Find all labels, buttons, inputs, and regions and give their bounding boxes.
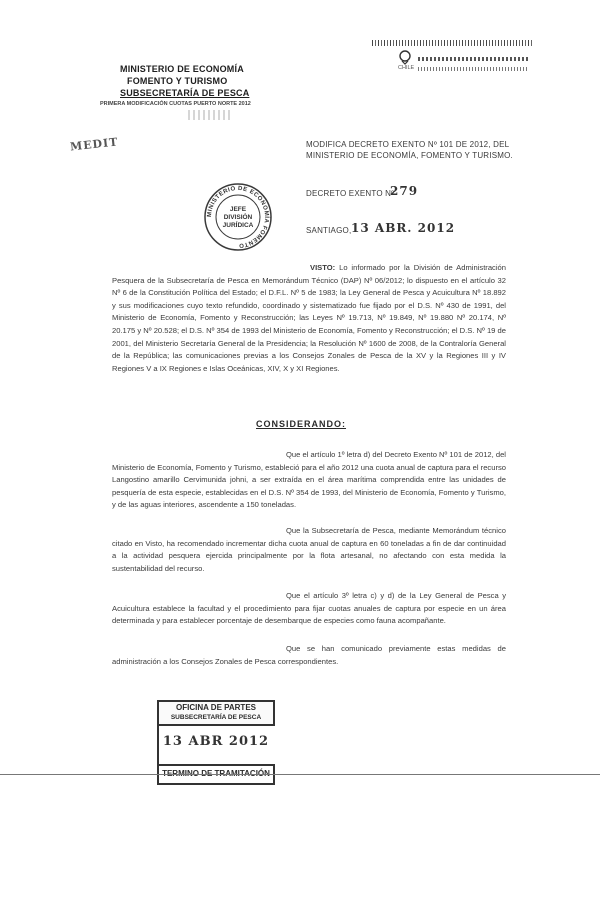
- visto-text: Lo informado por la División de Administración Pesquera de la Subsecretaría de Pesca en Memorándum Técnico (DAP) Nº 06/2012; lo dispuesto en el artículo 32 Nº 6 de la Constitución Política del Estado; el D.F.L. Nº 5 de 1983; la Ley General de Pesca y Acuicultura Nº 18.892 y sus modificaciones cuyo texto refundido, coordinado y sistematizado fue fijado por el D.S. Nº 430 de 1991, del Ministerio de Economía, Fomento y Reconstrucción; las Leyes Nº 19.713, Nº 19.849, Nº 19.880 Nº 20.174, Nº 20.175 y Nº 20.528; el D.S. Nº 354 de 1993 del Ministerio de Economía, Fomento y Reconstrucción; el D.S. Nº 19 de 2001, del Ministerio Secretaría General de la Presidencia; la Resolución Nº 1600 de 2008, de la Contraloría General de la República; las comunicaciones previas a los Consejos Zonales de Pesca de la XV y la Regiones III y IV Regiones V a IX Regiones e Islas Oceánicas, XIV, X y XI Regiones.: [112, 263, 506, 373]
- division-stamp: [203, 182, 273, 252]
- subsecretaria-title: SUBSECRETARÍA DE PESCA: [120, 88, 250, 98]
- division-stamp-line-3: JURÍDICA: [222, 222, 254, 229]
- registration-code-line-2: [418, 67, 528, 71]
- visto-paragraph: [112, 262, 506, 375]
- office-stamp-left-bar: [157, 722, 159, 766]
- office-stamp-date: 13 ABR 2012: [162, 734, 270, 749]
- visto-label: VISTO:: [310, 263, 336, 272]
- registration-code-line: [418, 57, 528, 61]
- seal-icon: [398, 49, 412, 65]
- decree-label: DECRETO EXENTO Nº: [306, 189, 395, 198]
- registration-barcode: [372, 40, 532, 46]
- division-stamp-ring-text: MINISTERIO DE ECONOMÍA FOMENTO: [206, 185, 270, 249]
- considerando-title: CONSIDERANDO:: [256, 419, 347, 429]
- considerando-paragraph-3: Que el artículo 3º letra c) y d) de la Ley General de Pesca y Acuicultura establece la facultad y el procedimiento para fijar cuotas anuales de captura por especie en un área determinada y para establecer porcentaje de desembarque de especies como fauna acompañante.: [112, 591, 506, 626]
- scan-edge-line: [0, 774, 600, 775]
- considerando-paragraph-1: Que el artículo 1º letra d) del Decreto Exento Nº 101 de 2012, del Ministerio de Economía, Fomento y Turismo, estableció para el año 2012 una cuota anual de captura para el recurso Langostino amarillo Cervimunida johni, a ser extraída en el área marítima comprendida entre las unidades de pesquería de esta especie, establecidas en el D.S. Nº 354 de 1993, del Ministerio de Economía, Fomento y Turismo, y de las aguas interiores, ascendente a 150 toneladas.: [112, 450, 506, 510]
- division-stamp-line-2: DIVISIÓN: [223, 214, 253, 221]
- reference-line-1: MODIFICA DECRETO EXENTO Nº 101 DE 2012, DEL: [306, 140, 510, 149]
- ministry-line-2: FOMENTO Y TURISMO: [127, 76, 228, 86]
- reference-line-2: MINISTERIO DE ECONOMÍA, FOMENTO Y TURISMO.: [306, 151, 513, 160]
- decree-date: 13 ABR. 2012: [351, 221, 456, 235]
- office-stamp-line-2: SUBSECRETARÍA DE PESCA: [170, 714, 262, 721]
- office-stamp-line-1: OFICINA DE PARTES: [175, 703, 256, 712]
- decree-number: 279: [390, 184, 419, 198]
- program-line: PRIMERA MODIFICACIÓN CUOTAS PUERTO NORTE 2012: [100, 101, 251, 107]
- considerando-paragraph-4: Que se han comunicado previamente estas medidas de administración a los Consejos Zonales de Pesca correspondientes.: [112, 644, 506, 666]
- top-right-stamp: [372, 36, 532, 76]
- division-stamp-line-1: JEFE: [229, 206, 247, 213]
- faint-scribble: [188, 110, 232, 120]
- ministry-line-1: MINISTERIO DE ECONOMÍA: [120, 64, 244, 74]
- considerando-paragraph-2: Que la Subsecretaría de Pesca, mediante Memorándum técnico citado en Visto, ha recomendado incrementar dicha cuota anual de captura en 60 toneladas a fin de dar continuidad a la actividad pesquera ejercida principalmente por la flota artesanal, no afectando con esta medida la sustentabilidad del recurso.: [112, 526, 506, 573]
- margin-note: MEDIT: [69, 135, 119, 154]
- top-right-stamp-text: CHILE: [398, 65, 415, 71]
- office-stamp-header: [157, 700, 275, 726]
- decree-place: SANTIAGO,: [306, 226, 352, 235]
